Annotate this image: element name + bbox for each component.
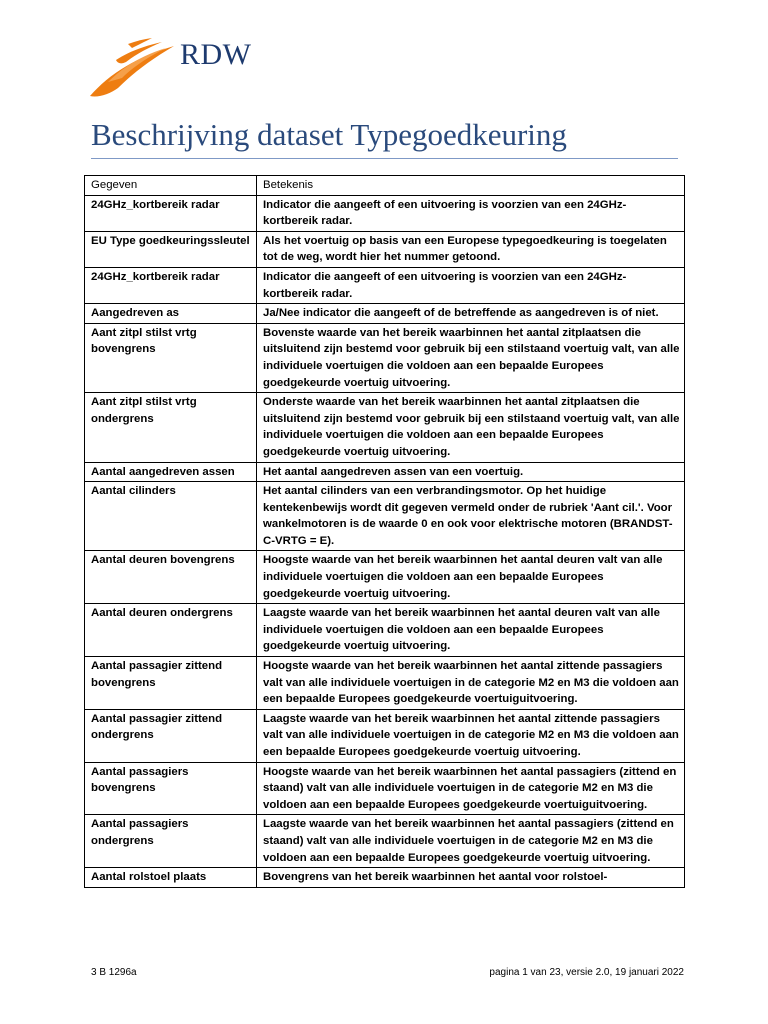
cell-betekenis: Als het voertuig op basis van een Europese typegoedkeuring is toegelaten tot de weg, wordt hier het nummer getoond. — [257, 231, 685, 267]
table-row — [85, 195, 685, 231]
cell-gegeven: Aantal passagiers ondergrens — [85, 815, 257, 868]
table-row — [85, 604, 685, 657]
cell-betekenis: Indicator die aangeeft of een uitvoering is voorzien van een 24GHz-kortbereik radar. — [257, 267, 685, 303]
cell-betekenis: Hoogste waarde van het bereik waarbinnen het aantal deuren valt van alle individuele voertuigen die voldoen aan een bepaalde Europees goedgekeurde voertuig uitvoering. — [257, 551, 685, 604]
cell-betekenis: Onderste waarde van het bereik waarbinnen het aantal zitplaatsen die uitsluitend zijn bestemd voor gebruik bij een stilstaand voertuig valt, van alle individuele voertuigen die voldoen aan een bepaalde Europees goedgekeurde voertuig uitvoering. — [257, 393, 685, 462]
cell-betekenis: Hoogste waarde van het bereik waarbinnen het aantal passagiers (zittend en staand) valt van alle individuele voertuigen in de categorie M2 en M3 die voldoen aan een bepaalde Europees goedgekeurde voertuiguitvoering. — [257, 762, 685, 815]
cell-betekenis: Indicator die aangeeft of een uitvoering is voorzien van een 24GHz-kortbereik radar. — [257, 195, 685, 231]
table-row — [85, 393, 685, 462]
rdw-logo — [88, 38, 278, 100]
table-row — [85, 267, 685, 303]
cell-gegeven: Aantal passagiers bovengrens — [85, 762, 257, 815]
table-row — [85, 482, 685, 551]
table-row — [85, 762, 685, 815]
cell-betekenis: Het aantal cilinders van een verbrandingsmotor. Op het huidige kentekenbewijs wordt dit gegeven vermeld onder de rubriek 'Aant cil.'. Voor wankelmotoren is de waarde 0 en ook voor elektrische motoren (BRANDST-C-VRTG = E). — [257, 482, 685, 551]
table-row — [85, 709, 685, 762]
page-title: Beschrijving dataset Typegoedkeuring — [91, 117, 567, 152]
cell-gegeven: Aant zitpl stilst vrtg ondergrens — [85, 393, 257, 462]
cell-betekenis: Ja/Nee indicator die aangeeft of de betreffende as aangedreven is of niet. — [257, 304, 685, 324]
table-row — [85, 304, 685, 324]
table-row — [85, 815, 685, 868]
column-header-gegeven: Gegeven — [85, 176, 257, 196]
cell-gegeven: Aant zitpl stilst vrtg bovengrens — [85, 323, 257, 392]
table-row — [85, 323, 685, 392]
footer-doc-id: 3 B 1296a — [91, 967, 137, 978]
cell-gegeven: 24GHz_kortbereik radar — [85, 195, 257, 231]
table-header-row — [85, 176, 685, 196]
cell-gegeven: Aantal passagier zittend bovengrens — [85, 657, 257, 710]
logo-text: RDW — [180, 38, 252, 71]
table-row — [85, 657, 685, 710]
cell-betekenis: Hoogste waarde van het bereik waarbinnen het aantal zittende passagiers valt van alle individuele voertuigen in de categorie M2 en M3 die voldoen aan een bepaalde Europees goedgekeurde voertuiguitvoering. — [257, 657, 685, 710]
title-divider — [91, 158, 678, 159]
cell-gegeven: Aantal deuren bovengrens — [85, 551, 257, 604]
cell-betekenis: Laagste waarde van het bereik waarbinnen het aantal passagiers (zittend en staand) valt van alle individuele voertuigen in de categorie M2 en M3 die voldoen aan een bepaalde Europees goedgekeurde voertuig uitvoering. — [257, 815, 685, 868]
cell-gegeven: Aantal cilinders — [85, 482, 257, 551]
rdw-flame-logo-icon — [88, 38, 180, 100]
cell-gegeven: EU Type goedkeuringssleutel — [85, 231, 257, 267]
cell-gegeven: Aantal aangedreven assen — [85, 462, 257, 482]
cell-betekenis: Bovengrens van het bereik waarbinnen het aantal voor rolstoel- — [257, 868, 685, 888]
cell-betekenis: Laagste waarde van het bereik waarbinnen het aantal deuren valt van alle individuele voertuigen die voldoen aan een bepaalde Europees goedgekeurde voertuig uitvoering. — [257, 604, 685, 657]
table-row — [85, 868, 685, 888]
cell-betekenis: Het aantal aangedreven assen van een voertuig. — [257, 462, 685, 482]
table-row — [85, 462, 685, 482]
cell-gegeven: Aantal passagier zittend ondergrens — [85, 709, 257, 762]
cell-gegeven: Aantal deuren ondergrens — [85, 604, 257, 657]
table-row — [85, 231, 685, 267]
cell-gegeven: 24GHz_kortbereik radar — [85, 267, 257, 303]
cell-gegeven: Aangedreven as — [85, 304, 257, 324]
column-header-betekenis: Betekenis — [257, 176, 685, 196]
footer-page-info: pagina 1 van 23, versie 2.0, 19 januari 2022 — [489, 967, 684, 978]
table-row — [85, 551, 685, 604]
cell-gegeven: Aantal rolstoel plaats — [85, 868, 257, 888]
dataset-table — [84, 175, 685, 888]
cell-betekenis: Laagste waarde van het bereik waarbinnen het aantal zittende passagiers valt van alle individuele voertuigen in de categorie M2 en M3 die voldoen aan een bepaalde Europees goedgekeurde voertuig uitvoering. — [257, 709, 685, 762]
cell-betekenis: Bovenste waarde van het bereik waarbinnen het aantal zitplaatsen die uitsluitend zijn bestemd voor gebruik bij een stilstaand voertuig valt, van alle individuele voertuigen die voldoen aan een bepaalde Europees goedgekeurde voertuig uitvoering. — [257, 323, 685, 392]
